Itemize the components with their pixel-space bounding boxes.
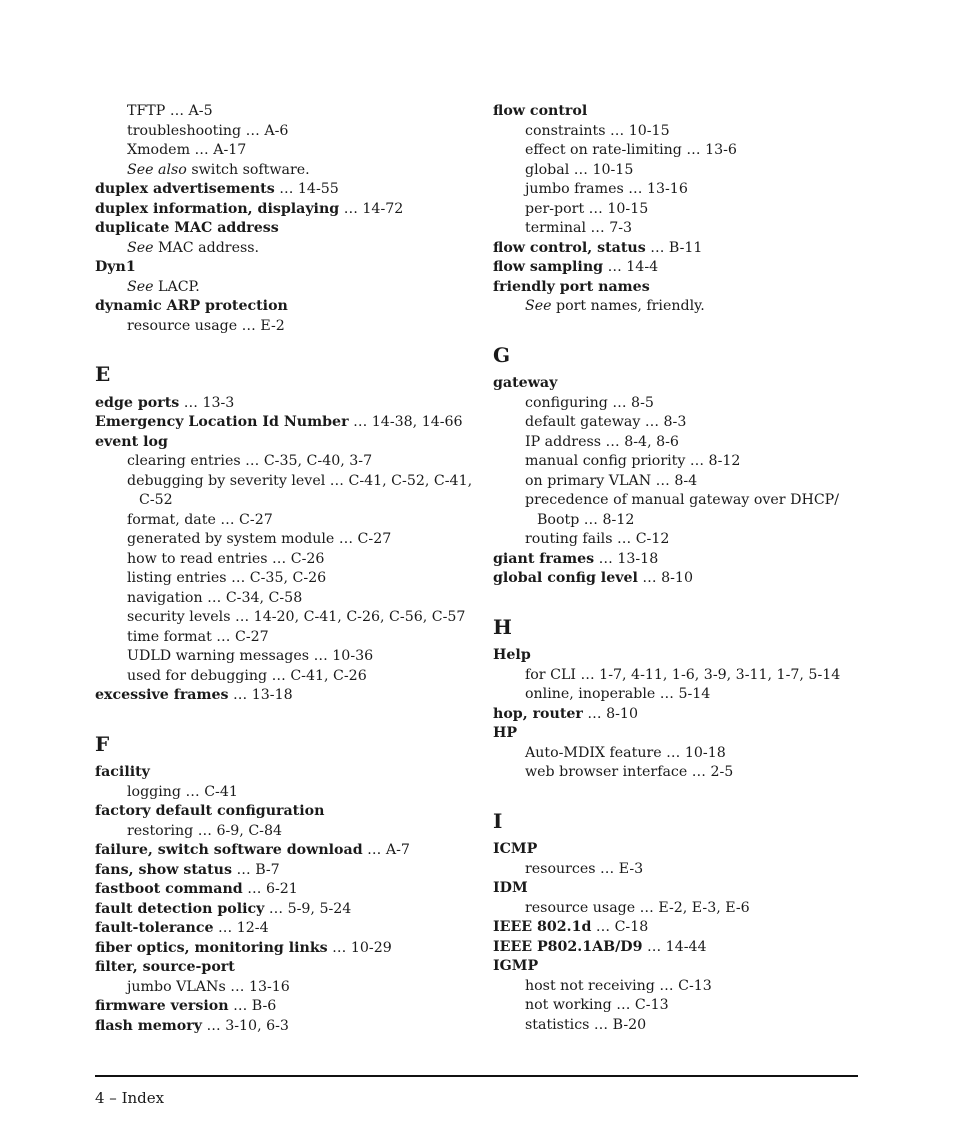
index-text: … 14-38, 14-66 bbox=[348, 414, 463, 430]
section-heading bbox=[493, 783, 853, 841]
index-entry bbox=[95, 939, 470, 959]
index-text: for CLI … 1-7, 4-11, 1-6, 3-9, 3-11, 1-7, 5-14 bbox=[525, 666, 841, 683]
index-subentry bbox=[95, 122, 470, 142]
index-text: effect on rate-limiting … 13-6 bbox=[525, 142, 737, 158]
section-letter: I bbox=[493, 808, 503, 833]
index-text: … 13-3 bbox=[179, 394, 235, 411]
index-subentry bbox=[493, 899, 853, 919]
index-entry bbox=[493, 957, 853, 977]
index-subentry bbox=[95, 141, 470, 161]
index-subentry bbox=[95, 530, 470, 550]
index-subentry bbox=[493, 763, 853, 783]
index-term: IDM bbox=[493, 880, 528, 896]
index-term: Help bbox=[493, 647, 531, 663]
index-text: format, date … C-27 bbox=[127, 511, 273, 528]
index-subentry bbox=[493, 977, 853, 997]
see-reference: See bbox=[127, 239, 154, 256]
index-entry bbox=[95, 258, 470, 278]
index-text: … 13-18 bbox=[228, 687, 293, 703]
index-term: global config level bbox=[493, 570, 638, 586]
index-subentry bbox=[493, 219, 853, 239]
index-subentry bbox=[493, 491, 853, 511]
index-term: firmware version bbox=[95, 998, 229, 1014]
index-term: duplicate MAC address bbox=[95, 220, 279, 236]
index-subentry bbox=[493, 511, 853, 531]
index-text: … 5-9, 5-24 bbox=[264, 900, 352, 917]
index-subentry bbox=[95, 317, 470, 337]
index-term: duplex information, displaying bbox=[95, 200, 340, 217]
index-text: … 12-4 bbox=[213, 920, 269, 936]
index-text: configuring … 8-5 bbox=[525, 394, 654, 411]
index-text: constraints … 10-15 bbox=[525, 122, 670, 139]
index-subentry bbox=[493, 860, 853, 880]
index-text: Auto-MDIX feature … 10-18 bbox=[525, 744, 726, 761]
index-term: flash memory bbox=[95, 1017, 202, 1034]
index-entry bbox=[95, 297, 470, 317]
index-entry bbox=[493, 239, 853, 259]
index-subentry bbox=[493, 200, 853, 220]
index-text: time format … C-27 bbox=[127, 628, 269, 645]
index-subentry bbox=[493, 413, 853, 433]
index-term: IGMP bbox=[493, 958, 539, 974]
index-term: hop, router bbox=[493, 705, 583, 722]
index-term: excessive frames bbox=[95, 687, 229, 703]
index-text: IP address … 8-4, 8-6 bbox=[525, 433, 679, 450]
index-text: generated by system module … C-27 bbox=[127, 531, 392, 547]
index-subentry bbox=[95, 589, 470, 609]
index-entry bbox=[493, 938, 853, 958]
index-subentry bbox=[95, 511, 470, 531]
index-entry bbox=[95, 958, 470, 978]
index-text: … B-6 bbox=[228, 998, 277, 1014]
index-term: fastboot command bbox=[95, 881, 243, 897]
index-entry bbox=[493, 724, 853, 744]
index-subentry bbox=[95, 978, 470, 998]
index-term: filter, source-port bbox=[95, 959, 235, 975]
index-text: resource usage … E-2, E-3, E-6 bbox=[525, 899, 750, 916]
index-text: statistics … B-20 bbox=[525, 1016, 647, 1033]
index-subentry bbox=[493, 394, 853, 414]
index-text: online, inoperable … 5-14 bbox=[525, 686, 711, 702]
index-text: … 14-44 bbox=[642, 938, 707, 955]
index-term: event log bbox=[95, 433, 168, 450]
index-entry bbox=[95, 997, 470, 1017]
index-term: flow sampling bbox=[493, 259, 604, 275]
index-subentry bbox=[95, 628, 470, 648]
index-subentry bbox=[493, 744, 853, 764]
index-subentry bbox=[493, 452, 853, 472]
index-text: not working … C-13 bbox=[525, 997, 669, 1013]
index-subentry bbox=[95, 102, 470, 122]
index-subentry bbox=[493, 472, 853, 492]
index-entry bbox=[493, 550, 853, 570]
section-letter: G bbox=[493, 342, 511, 367]
index-entry bbox=[95, 433, 470, 453]
index-term: giant frames bbox=[493, 550, 595, 567]
index-text: … 8-10 bbox=[582, 705, 638, 722]
index-subentry bbox=[95, 783, 470, 803]
index-text: used for debugging … C-41, C-26 bbox=[127, 667, 367, 684]
index-text: port names, friendly. bbox=[551, 298, 705, 314]
index-entry bbox=[95, 200, 470, 220]
index-entry bbox=[493, 840, 853, 860]
index-text: navigation … C-34, C-58 bbox=[127, 589, 303, 606]
index-text: manual config priority … 8-12 bbox=[525, 453, 741, 469]
index-text: per-port … 10-15 bbox=[525, 200, 649, 217]
index-entry bbox=[95, 841, 470, 861]
index-term: flow control, status bbox=[493, 239, 646, 256]
index-subentry bbox=[493, 996, 853, 1016]
index-subentry bbox=[95, 667, 470, 687]
index-text: MAC address. bbox=[153, 239, 260, 256]
index-entry bbox=[493, 705, 853, 725]
index-term: fans, show status bbox=[95, 861, 232, 878]
index-text: troubleshooting bbox=[127, 122, 242, 139]
index-subentry bbox=[493, 297, 853, 317]
section-letter: H bbox=[493, 614, 512, 639]
index-text: clearing entries … C-35, C-40, 3-7 bbox=[127, 453, 373, 469]
index-subentry bbox=[493, 666, 853, 686]
index-subentry bbox=[95, 569, 470, 589]
index-text: default gateway … 8-3 bbox=[525, 414, 687, 430]
index-term: IEEE 802.1d bbox=[493, 919, 592, 935]
index-term: duplex advertisements bbox=[95, 181, 275, 197]
index-entry bbox=[493, 374, 853, 394]
index-text: … E-2 bbox=[237, 317, 285, 334]
index-text: … 14-4 bbox=[603, 259, 659, 275]
index-entry bbox=[95, 900, 470, 920]
index-entry bbox=[95, 686, 470, 706]
index-term: fault detection policy bbox=[95, 900, 265, 917]
index-text: … A-6 bbox=[241, 122, 289, 139]
index-entry bbox=[95, 1017, 470, 1037]
index-entry bbox=[95, 219, 470, 239]
index-text: security levels … 14-20, C-41, C-26, C-56, C-57 bbox=[127, 609, 466, 625]
index-entry bbox=[95, 880, 470, 900]
index-text: … 14-55 bbox=[274, 181, 339, 197]
index-text: … A-17 bbox=[190, 142, 247, 158]
index-text: … A-7 bbox=[362, 842, 410, 858]
index-subentry bbox=[95, 647, 470, 667]
index-subentry bbox=[493, 161, 853, 181]
see-reference: See bbox=[525, 298, 552, 314]
index-text: jumbo VLANs … 13-16 bbox=[127, 978, 290, 995]
index-text: … 3-10, 6-3 bbox=[201, 1017, 289, 1034]
index-subentry bbox=[95, 550, 470, 570]
index-text: logging … C-41 bbox=[127, 783, 238, 800]
index-subentry bbox=[95, 472, 473, 492]
index-text: on primary VLAN … 8-4 bbox=[525, 472, 698, 489]
index-text: … C-18 bbox=[591, 919, 649, 935]
index-term: friendly port names bbox=[493, 278, 650, 295]
index-subentry bbox=[493, 433, 853, 453]
index-text: LACP. bbox=[153, 278, 200, 295]
index-subentry bbox=[95, 452, 470, 472]
index-text: … 6-21 bbox=[242, 881, 298, 897]
index-term: flow control bbox=[493, 103, 588, 119]
index-text: routing fails … C-12 bbox=[525, 531, 670, 547]
index-entry bbox=[493, 569, 853, 589]
index-term: gateway bbox=[493, 375, 558, 391]
index-subentry bbox=[95, 491, 470, 511]
index-text: TFTP bbox=[127, 103, 166, 119]
index-subentry bbox=[95, 239, 470, 259]
index-entry bbox=[493, 258, 853, 278]
index-term: fault-tolerance bbox=[95, 920, 214, 936]
index-subentry bbox=[493, 122, 853, 142]
index-term: fiber optics, monitoring links bbox=[95, 939, 328, 956]
index-subentry bbox=[95, 608, 470, 628]
index-text: host not receiving … C-13 bbox=[525, 977, 712, 994]
index-term: edge ports bbox=[95, 394, 180, 411]
index-text: C-52 bbox=[139, 492, 173, 508]
index-term: HP bbox=[493, 725, 518, 741]
index-term: ICMP bbox=[493, 841, 538, 857]
index-entry bbox=[493, 646, 853, 666]
index-text: web browser interface … 2-5 bbox=[525, 764, 734, 780]
index-entry bbox=[95, 394, 470, 414]
index-subentry bbox=[95, 161, 470, 181]
index-entry bbox=[95, 413, 470, 433]
index-text: Bootp … 8-12 bbox=[537, 511, 635, 528]
section-letter: E bbox=[95, 362, 111, 386]
page-footer: 4 – Index bbox=[95, 1089, 165, 1107]
index-text: how to read entries … C-26 bbox=[127, 550, 325, 567]
index-subentry bbox=[95, 278, 470, 298]
index-subentry bbox=[95, 822, 470, 842]
index-entry bbox=[493, 278, 853, 298]
index-text: … 8-10 bbox=[637, 570, 693, 586]
index-entry bbox=[493, 918, 853, 938]
index-term: Dyn1 bbox=[95, 259, 136, 275]
index-text: … B-11 bbox=[645, 239, 703, 256]
index-subentry bbox=[493, 141, 853, 161]
index-text: … 10-29 bbox=[327, 939, 392, 956]
section-heading bbox=[493, 317, 853, 375]
index-text: … A-5 bbox=[165, 103, 213, 119]
index-text: … 14-72 bbox=[339, 200, 404, 217]
index-term: IEEE P802.1AB/D9 bbox=[493, 938, 643, 955]
index-text: restoring … 6-9, C-84 bbox=[127, 822, 283, 839]
index-entry bbox=[95, 802, 470, 822]
index-entry bbox=[493, 102, 853, 122]
index-text: jumbo frames … 13-16 bbox=[525, 181, 688, 197]
index-text: … 13-18 bbox=[594, 550, 659, 567]
index-text: resources … E-3 bbox=[525, 860, 644, 877]
index-text: … B-7 bbox=[231, 861, 280, 878]
see-reference: See bbox=[127, 278, 154, 295]
index-entry bbox=[95, 763, 470, 783]
see-reference: See also bbox=[127, 161, 187, 178]
index-term: dynamic ARP protection bbox=[95, 298, 288, 314]
index-column-right bbox=[493, 102, 853, 1035]
index-term: factory default configuration bbox=[95, 803, 325, 819]
index-term: Emergency Location Id Number bbox=[95, 414, 349, 430]
index-subentry bbox=[493, 1016, 853, 1036]
index-text: Xmodem bbox=[127, 142, 191, 158]
index-subentry bbox=[493, 180, 853, 200]
index-text: global … 10-15 bbox=[525, 161, 634, 178]
index-entry bbox=[95, 180, 470, 200]
index-text: debugging by severity level … C-41, C-52, C-41, bbox=[127, 472, 473, 489]
index-term: failure, switch software download bbox=[95, 842, 363, 858]
index-text: resource usage bbox=[127, 317, 238, 334]
index-entry bbox=[95, 861, 470, 881]
index-term: facility bbox=[95, 764, 150, 780]
index-text: switch software. bbox=[186, 161, 310, 178]
index-text: terminal … 7-3 bbox=[525, 220, 633, 236]
section-heading bbox=[95, 336, 470, 394]
index-text: listing entries … C-35, C-26 bbox=[127, 570, 327, 586]
index-entry bbox=[493, 879, 853, 899]
section-heading bbox=[95, 706, 470, 764]
index-subentry bbox=[493, 685, 853, 705]
index-text: precedence of manual gateway over DHCP/ bbox=[525, 492, 840, 508]
index-subentry bbox=[493, 530, 853, 550]
footer-rule bbox=[95, 1075, 858, 1077]
index-column-left bbox=[95, 102, 473, 1036]
section-letter: F bbox=[95, 731, 110, 756]
section-heading bbox=[493, 589, 853, 647]
index-text: UDLD warning messages … 10-36 bbox=[127, 648, 374, 664]
index-entry bbox=[95, 919, 470, 939]
